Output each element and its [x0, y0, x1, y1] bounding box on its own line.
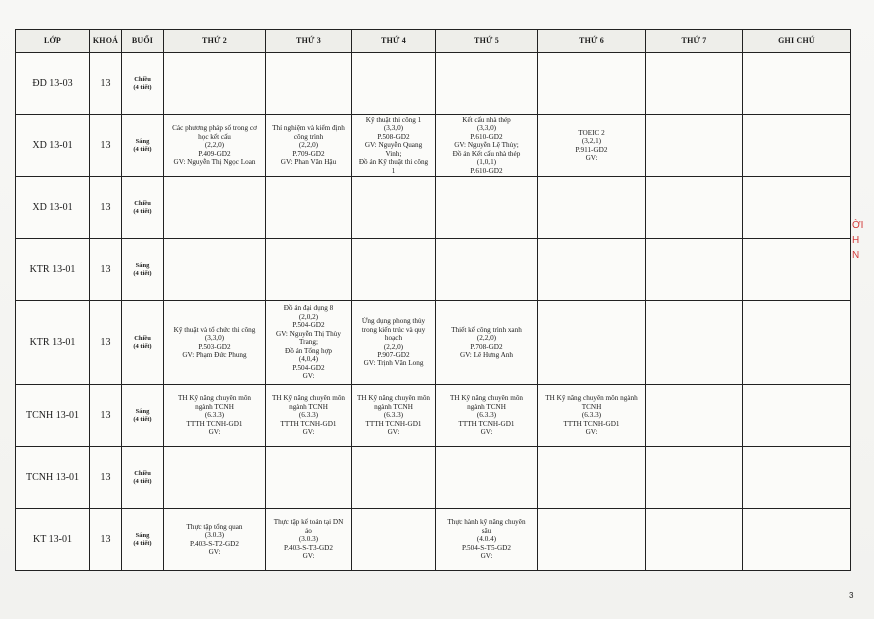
table-row — [16, 447, 851, 509]
session-line: (4 tiết) — [133, 539, 152, 547]
course-line: (3,3,0) — [204, 334, 225, 343]
schedule-cell — [646, 115, 743, 177]
class-name-cell: XD 13-01 — [16, 177, 90, 239]
session-line: (4 tiết) — [133, 415, 152, 423]
schedule-cell — [352, 301, 436, 385]
table-row — [16, 385, 851, 447]
table-row — [16, 509, 851, 571]
course-line: (2,0,2) — [298, 312, 319, 321]
session-line: (4 tiết) — [133, 342, 152, 350]
schedule-cell — [538, 239, 646, 301]
course-line: TTTH TCNH-GD1 — [458, 419, 515, 428]
course-info — [354, 394, 433, 436]
stamp-line: N — [852, 250, 860, 261]
course-line: P.610-GD2 — [470, 166, 503, 175]
course-info — [268, 304, 349, 380]
schedule-cell — [743, 239, 851, 301]
course-line: TH Kỹ năng chuyên môn — [177, 394, 252, 403]
header-thu7: THỨ 7 — [646, 30, 743, 53]
schedule-cell — [352, 53, 436, 115]
session-cell — [122, 177, 164, 239]
schedule-cell — [743, 509, 851, 571]
course-line: P.403-S-T3-GD2 — [284, 543, 333, 552]
schedule-cell — [743, 385, 851, 447]
course-line: Thí nghiệm và kiểm định — [272, 124, 345, 133]
table-row — [16, 239, 851, 301]
course-info — [438, 394, 535, 436]
schedule-cell — [743, 177, 851, 239]
class-name-cell: KTR 13-01 — [16, 301, 90, 385]
course-line: TH Kỹ năng chuyên môn ngành — [545, 394, 638, 403]
header-thu2: THỨ 2 — [164, 30, 266, 53]
course-info — [540, 129, 643, 163]
session-line: Sáng — [135, 137, 150, 145]
course-line: ảo — [305, 526, 312, 535]
course-line: (6.3.3) — [383, 411, 404, 420]
class-name-cell: XD 13-01 — [16, 115, 90, 177]
course-info — [438, 116, 535, 175]
schedule-cell — [266, 115, 352, 177]
course-line: P.708-GD2 — [470, 342, 503, 351]
red-stamp-fragment — [852, 218, 874, 338]
course-line: Đồ án đại dụng 8 — [283, 304, 334, 313]
schedule-cell — [266, 239, 352, 301]
schedule-cell — [352, 385, 436, 447]
course-line: GV: — [302, 372, 315, 381]
schedule-cell — [743, 447, 851, 509]
course-line: ngành TCNH — [195, 402, 234, 411]
course-line: GV: Lê Hưng Anh — [459, 350, 514, 359]
schedule-cell — [164, 239, 266, 301]
course-line: (6.3.3) — [476, 411, 497, 420]
schedule-cell — [436, 177, 538, 239]
course-year-cell: 13 — [90, 177, 122, 239]
header-buoi: BUỔI — [122, 30, 164, 53]
timetable-body — [16, 53, 851, 571]
table-row — [16, 53, 851, 115]
class-name-cell: ĐD 13-03 — [16, 53, 90, 115]
schedule-cell — [352, 509, 436, 571]
course-line: GV: — [208, 547, 221, 556]
course-line: trong kiến trúc và quy — [361, 325, 426, 334]
course-line: Đồ án Kỹ thuật thi công — [358, 158, 429, 167]
table-row — [16, 115, 851, 177]
course-line: (3,3,0) — [476, 124, 497, 133]
schedule-cell — [352, 177, 436, 239]
schedule-cell — [436, 447, 538, 509]
course-line: ngành TCNH — [289, 402, 328, 411]
course-line: Kết cấu nhà thép — [462, 115, 511, 124]
course-line: (6.3.3) — [298, 411, 319, 420]
schedule-cell — [266, 301, 352, 385]
session-line: (4 tiết) — [133, 269, 152, 277]
stamp-line: ỜI — [852, 220, 864, 231]
course-line: (2,2,0) — [204, 141, 225, 150]
schedule-cell — [352, 239, 436, 301]
session-line: (4 tiết) — [133, 477, 152, 485]
schedule-cell — [538, 447, 646, 509]
course-line: TH Kỹ năng chuyên môn — [449, 394, 524, 403]
course-line: TTTH TCNH-GD1 — [365, 419, 422, 428]
course-line: Ứng dụng phong thủy — [361, 317, 426, 326]
course-line: (4,0,4) — [298, 355, 319, 364]
course-info — [540, 394, 643, 436]
schedule-cell — [164, 447, 266, 509]
header-thu4: THỨ 4 — [352, 30, 436, 53]
course-line: sâu — [481, 526, 492, 535]
course-year-cell: 13 — [90, 385, 122, 447]
course-info — [438, 326, 535, 360]
session-cell — [122, 301, 164, 385]
session-line: Chiều — [134, 334, 151, 342]
session-line: (4 tiết) — [133, 207, 152, 215]
session-line: Sáng — [135, 261, 150, 269]
course-info — [268, 394, 349, 436]
course-line: TH Kỹ năng chuyên môn — [356, 394, 431, 403]
schedule-cell — [164, 177, 266, 239]
course-line: (3.0.3) — [204, 531, 225, 540]
page-number: 3 — [849, 591, 854, 600]
schedule-cell — [266, 177, 352, 239]
course-line: P.504-GD2 — [292, 363, 325, 372]
course-line: (2,2,0) — [383, 342, 404, 351]
course-info — [268, 518, 349, 560]
course-line: GV: — [480, 428, 493, 437]
timetable — [15, 29, 851, 571]
header-thu3: THỨ 3 — [266, 30, 352, 53]
course-line: P.409-GD2 — [198, 149, 231, 158]
course-line: GV: Phan Văn Hậu — [280, 158, 337, 167]
course-line: GV: — [585, 153, 598, 162]
schedule-cell — [266, 53, 352, 115]
class-name-cell: TCNH 13-01 — [16, 385, 90, 447]
schedule-cell — [538, 301, 646, 385]
course-line: (6.3.3) — [581, 411, 602, 420]
course-line: (1,0,1) — [476, 158, 497, 167]
course-line: ngành TCNH — [467, 402, 506, 411]
course-line: TTTH TCNH-GD1 — [563, 419, 620, 428]
session-cell — [122, 509, 164, 571]
course-line: (6.3.3) — [204, 411, 225, 420]
course-line: Kỹ thuật thi công 1 — [365, 115, 422, 124]
course-info — [438, 518, 535, 560]
schedule-cell — [743, 301, 851, 385]
session-cell — [122, 239, 164, 301]
course-line: Các phương pháp số trong cơ — [172, 124, 257, 133]
schedule-cell — [266, 385, 352, 447]
schedule-cell — [164, 115, 266, 177]
schedule-cell — [436, 301, 538, 385]
course-line: GV: Phạm Đức Phung — [182, 350, 247, 359]
course-line: GV: Nguyễn Lệ Thủy; — [454, 141, 519, 150]
session-cell — [122, 115, 164, 177]
course-line: GV: — [585, 428, 598, 437]
course-info — [166, 523, 263, 557]
course-line: P.907-GD2 — [377, 350, 410, 359]
class-name-cell: KT 13-01 — [16, 509, 90, 571]
course-year-cell: 13 — [90, 115, 122, 177]
schedule-cell — [266, 509, 352, 571]
schedule-cell — [538, 385, 646, 447]
course-line: học kết cấu — [198, 132, 231, 141]
course-line: P.504-GD2 — [292, 321, 325, 330]
schedule-cell — [436, 115, 538, 177]
course-line: GV: — [480, 552, 493, 561]
course-year-cell: 13 — [90, 301, 122, 385]
course-line: hoạch — [384, 334, 403, 343]
schedule-cell — [436, 509, 538, 571]
schedule-cell — [164, 385, 266, 447]
schedule-cell — [538, 509, 646, 571]
course-line: Đồ án Kết cấu nhà thép — [452, 149, 521, 158]
schedule-cell — [164, 53, 266, 115]
stamp-line: H — [852, 235, 860, 246]
schedule-cell — [352, 115, 436, 177]
course-info — [354, 116, 433, 175]
session-line: Sáng — [135, 531, 150, 539]
course-line: (3,3,0) — [383, 124, 404, 133]
course-line: P.709-GD2 — [292, 149, 325, 158]
course-line: Thiết kế công trình xanh — [451, 325, 522, 334]
course-line: GV: Nguyễn Thị Thùy — [276, 329, 341, 338]
course-line: công trình — [293, 132, 324, 141]
course-line: GV: — [302, 428, 315, 437]
course-line: 1 — [391, 166, 396, 175]
header-ghichu: GHI CHÚ — [743, 30, 851, 53]
schedule-cell — [538, 115, 646, 177]
header-lop: LỚP — [16, 30, 90, 53]
course-line: TTTH TCNH-GD1 — [186, 419, 243, 428]
course-line: P.508-GD2 — [377, 132, 410, 141]
course-line: GV: — [302, 552, 315, 561]
course-line: P.503-GD2 — [198, 342, 231, 351]
schedule-cell — [646, 385, 743, 447]
schedule-cell — [538, 177, 646, 239]
header-row — [16, 30, 851, 53]
schedule-cell — [646, 239, 743, 301]
course-year-cell: 13 — [90, 53, 122, 115]
course-line: TH Kỹ năng chuyên môn — [271, 394, 346, 403]
schedule-cell — [646, 301, 743, 385]
session-line: (4 tiết) — [133, 83, 152, 91]
schedule-cell — [538, 53, 646, 115]
session-cell — [122, 447, 164, 509]
course-line: P.911-GD2 — [575, 145, 608, 154]
header-khoa: KHOÁ — [90, 30, 122, 53]
course-info — [166, 394, 263, 436]
course-info — [354, 317, 433, 368]
session-line: Chiều — [134, 75, 151, 83]
schedule-cell — [164, 301, 266, 385]
course-line: TCNH — [581, 402, 602, 411]
course-year-cell: 13 — [90, 509, 122, 571]
session-line: Sáng — [135, 407, 150, 415]
schedule-cell — [646, 447, 743, 509]
course-line: Đồ án Tổng hợp — [285, 346, 332, 355]
course-line: P.403-S-T2-GD2 — [190, 539, 239, 548]
course-line: TOEIC 2 — [578, 128, 605, 137]
course-line: (4.0.4) — [476, 535, 497, 544]
schedule-cell — [646, 509, 743, 571]
course-line: Thực tập kế toán tại DN — [273, 518, 344, 527]
course-line: Kỹ thuật và tổ chức thi công — [173, 325, 256, 334]
schedule-cell — [436, 385, 538, 447]
schedule-cell — [164, 509, 266, 571]
course-line: TTTH TCNH-GD1 — [280, 419, 337, 428]
class-name-cell: KTR 13-01 — [16, 239, 90, 301]
course-info — [268, 124, 349, 166]
header-thu6: THỨ 6 — [538, 30, 646, 53]
course-info — [166, 326, 263, 360]
course-year-cell: 13 — [90, 239, 122, 301]
table-row — [16, 177, 851, 239]
schedule-cell — [266, 447, 352, 509]
class-name-cell: TCNH 13-01 — [16, 447, 90, 509]
course-line: GV: — [208, 428, 221, 437]
schedule-cell — [743, 53, 851, 115]
course-line: Vinh; — [385, 149, 402, 158]
course-line: P.610-GD2 — [470, 132, 503, 141]
session-cell — [122, 385, 164, 447]
course-line: GV: Nguyễn Thị Ngọc Loan — [173, 158, 256, 167]
course-line: (2,2,0) — [476, 334, 497, 343]
schedule-cell — [352, 447, 436, 509]
schedule-cell — [743, 115, 851, 177]
course-line: Trang; — [299, 338, 318, 347]
schedule-cell — [436, 53, 538, 115]
course-line: (3,2,1) — [581, 137, 602, 146]
schedule-cell — [436, 239, 538, 301]
course-line: Thực tập tổng quan — [186, 522, 243, 531]
course-line: ngành TCNH — [374, 402, 413, 411]
course-line: (2,2,0) — [298, 141, 319, 150]
course-line: GV: Trịnh Văn Long — [363, 359, 424, 368]
course-line: P.504-S-T5-GD2 — [462, 543, 511, 552]
session-line: (4 tiết) — [133, 145, 152, 153]
session-cell — [122, 53, 164, 115]
course-year-cell: 13 — [90, 447, 122, 509]
course-line: (3.0.3) — [298, 535, 319, 544]
course-line: GV: Nguyễn Quang — [364, 141, 423, 150]
session-line: Chiều — [134, 469, 151, 477]
course-info — [166, 124, 263, 166]
table-row — [16, 301, 851, 385]
schedule-cell — [646, 177, 743, 239]
session-line: Chiều — [134, 199, 151, 207]
header-thu5: THỨ 5 — [436, 30, 538, 53]
schedule-cell — [646, 53, 743, 115]
course-line: GV: — [387, 428, 400, 437]
course-line: Thực hành kỹ năng chuyên — [447, 518, 526, 527]
